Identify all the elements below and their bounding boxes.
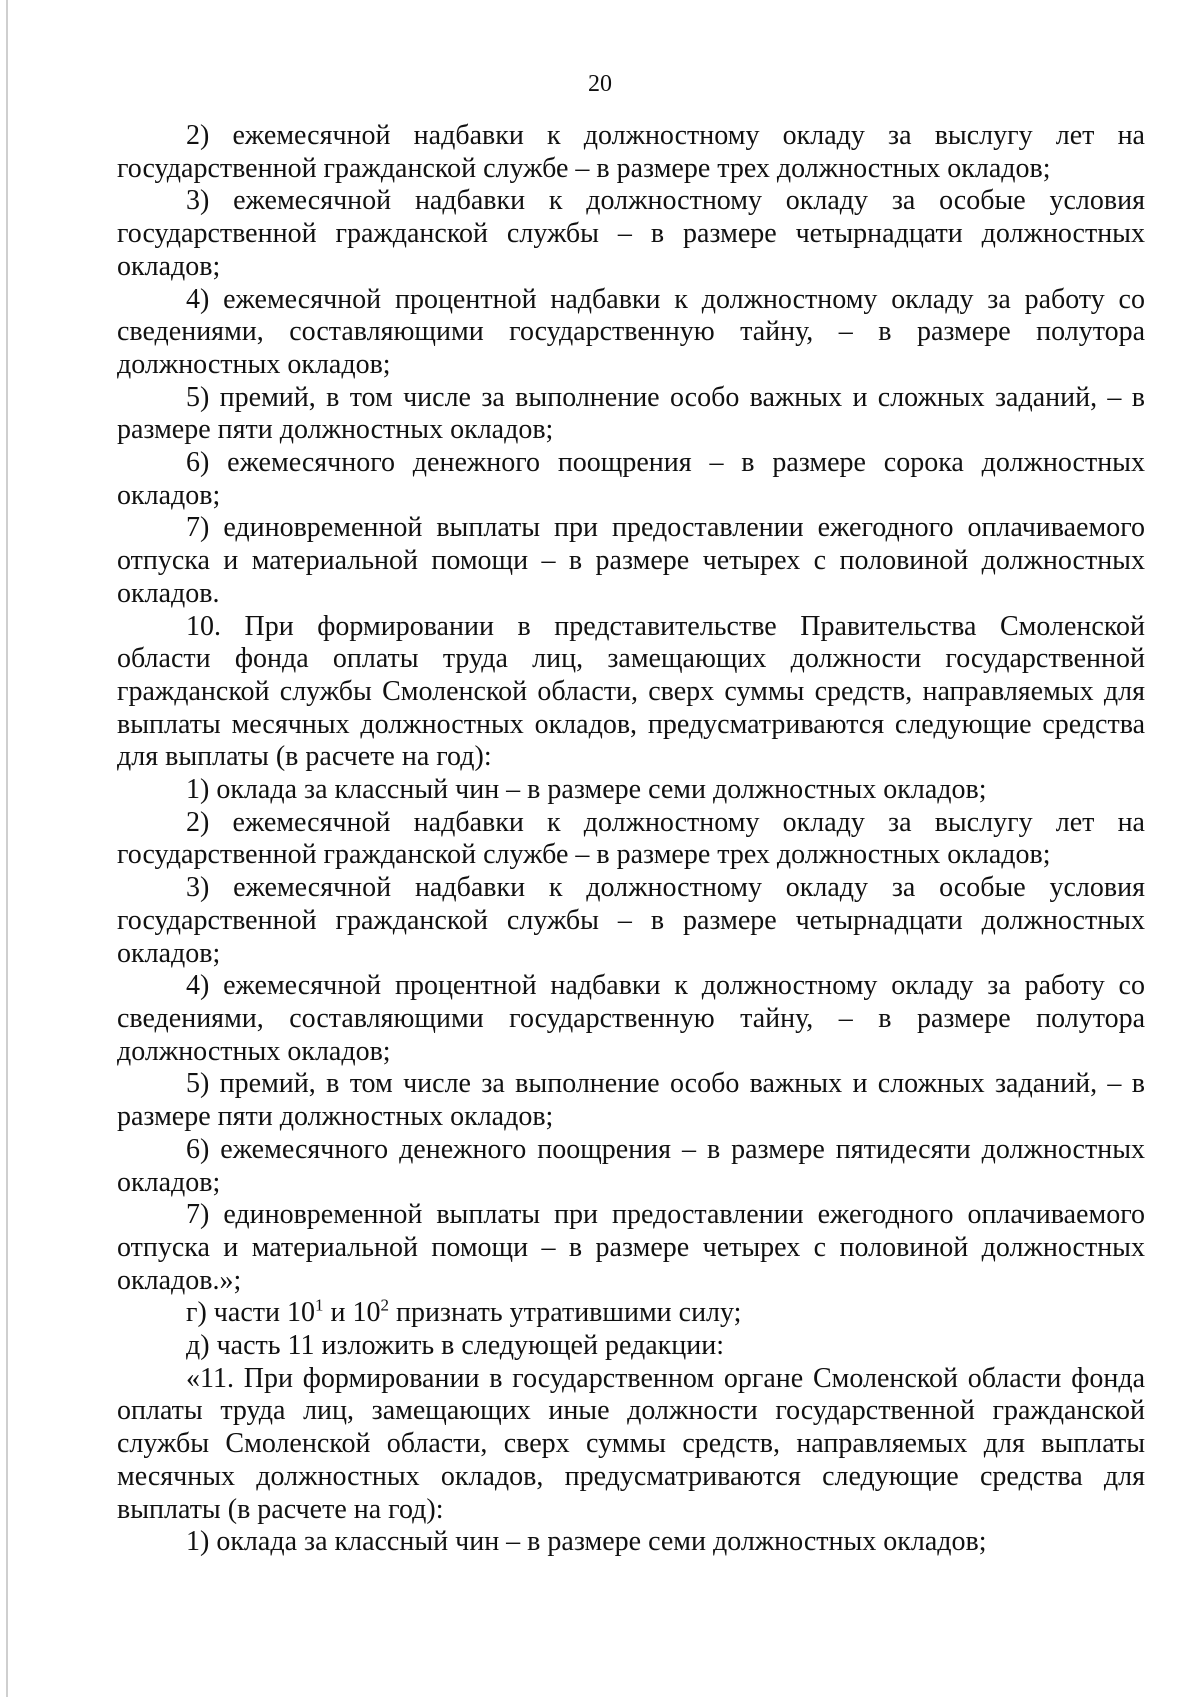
paragraph: 2) ежемесячной надбавки к должностному окладу за выслугу лет на государственной гражданской службе – в размере трех должностных окладов; — [117, 806, 1145, 871]
paragraph: 1) оклада за классный чин – в размере семи должностных окладов; — [186, 774, 987, 806]
paragraph: 6) ежемесячного денежного поощрения – в размере пятидесяти должностных окладов; — [117, 1133, 1145, 1198]
document-body — [117, 120, 1145, 1559]
item-g-before: г) части 10 — [186, 1297, 315, 1329]
paragraph: 7) единовременной выплаты при предоставлении ежегодного оплачиваемого отпуска и материальной помощи – в размере четырех с половиной должностных окладов.»; — [117, 1199, 1145, 1296]
paragraph: 4) ежемесячной процентной надбавки к должностному окладу за работу со сведениями, составляющими государственную тайну, – в размере полутора должностных окладов; — [117, 283, 1145, 380]
paragraph: 2) ежемесячной надбавки к должностному окладу за выслугу лет на государственной гражданской службе – в размере трех должностных окладов; — [117, 120, 1145, 184]
paragraph: 7) единовременной выплаты при предоставлении ежегодного оплачиваемого отпуска и материальной помощи – в размере четырех с половиной должностных окладов. — [117, 512, 1145, 609]
paragraph: 1) оклада за классный чин – в размере семи должностных окладов; — [186, 1526, 987, 1558]
superscript: 2 — [380, 1295, 389, 1315]
item-g-middle: и 10 — [323, 1297, 381, 1329]
item-g-after: признать утратившими силу; — [388, 1297, 742, 1329]
paragraph: 10. При формировании в представительстве Правительства Смоленской области фонда оплаты труда лиц, замещающих должности государственной гражданской службы Смоленской области, сверх суммы средств, направляемых для выплаты месячных должностных окладов, предусматриваются следующие средства для выплаты (в расчете на год): — [117, 610, 1145, 773]
paragraph-item-g — [117, 1297, 1145, 1330]
paragraph: 4) ежемесячной процентной надбавки к должностному окладу за работу со сведениями, составляющими государственную тайну, – в размере полутора должностных окладов; — [117, 970, 1145, 1067]
paragraph: 3) ежемесячной надбавки к должностному окладу за особые условия государственной гражданской службы – в размере четырнадцати должностных окладов; — [117, 185, 1145, 282]
paragraph: 6) ежемесячного денежного поощрения – в размере сорока должностных окладов; — [117, 447, 1145, 511]
superscript: 1 — [314, 1295, 324, 1315]
paragraph: «11. При формировании в государственном органе Смоленской области фонда оплаты труда лиц, замещающих иные должности государственной гражданской службы Смоленской области, сверх суммы средств, направляемых для выплаты месячных должностных окладов, предусматриваются следующие средства для выплаты (в расчете на год): — [117, 1362, 1145, 1525]
paragraph: 3) ежемесячной надбавки к должностному окладу за особые условия государственной гражданской службы – в размере четырнадцати должностных окладов; — [117, 872, 1145, 969]
scan-edge-line — [6, 0, 8, 1697]
page-number: 20 — [588, 71, 612, 97]
paragraph: 5) премий, в том числе за выполнение особо важных и сложных заданий, – в размере пяти должностных окладов; — [117, 381, 1145, 446]
paragraph: д) часть 11 изложить в следующей редакции: — [186, 1330, 725, 1362]
paragraph: 5) премий, в том числе за выполнение особо важных и сложных заданий, – в размере пяти должностных окладов; — [117, 1068, 1145, 1133]
